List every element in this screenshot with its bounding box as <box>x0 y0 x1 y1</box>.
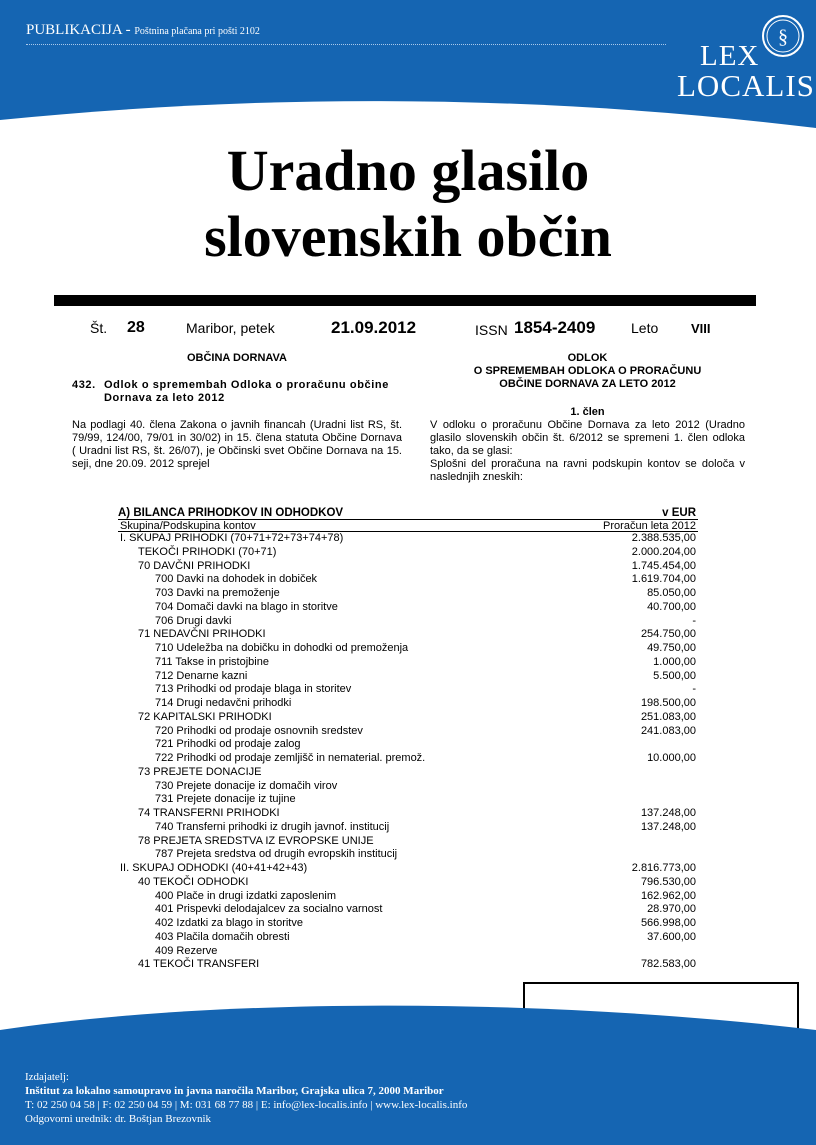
table-row <box>118 725 698 739</box>
year-number: VIII <box>691 321 711 336</box>
budget-value: 2.388.535,00 <box>631 532 696 544</box>
table-row <box>118 683 698 697</box>
account-label: 710 Udeležba na dobičku in dohodki od premoženja <box>155 642 409 654</box>
table-row <box>118 931 698 945</box>
account-label: 403 Plačila domačih obresti <box>155 930 290 943</box>
ordinance-subheading: O SPREMEMBAH ODLOKA O PRORAČUNU <box>473 365 702 377</box>
table-row <box>118 546 698 560</box>
account-label: 401 Prispevki delodajalcev za socialno varnost <box>155 903 383 916</box>
budget-table <box>118 506 698 972</box>
table-row <box>118 958 698 972</box>
svg-text:§: § <box>778 26 788 48</box>
issue-place-day: Maribor, petek <box>186 320 275 336</box>
issue-number-label: Št. <box>90 320 108 336</box>
budget-value: 251.083,00 <box>640 710 696 723</box>
account-label: 703 Davki na premoženje <box>155 587 280 599</box>
ordinance-subheading-2: OBČINE DORNAVA ZA LETO 2012 <box>499 378 676 390</box>
column-header-budget: Proračun leta 2012 <box>603 520 696 532</box>
budget-value <box>588 780 698 794</box>
table-row <box>118 793 698 807</box>
logo-lex: LEX <box>700 40 760 72</box>
header-divider <box>26 44 666 45</box>
account-label: 41 TEKOČI TRANSFERI <box>138 958 260 971</box>
account-label: 706 Drugi davki <box>155 614 232 627</box>
table-row <box>118 876 698 890</box>
table-row <box>118 560 698 574</box>
budget-value: 137.248,00 <box>640 807 696 819</box>
article-heading: 1. člen <box>570 406 605 418</box>
municipality-heading: OBČINA DORNAVA <box>186 352 287 364</box>
budget-value: 37.600,00 <box>647 930 696 943</box>
budget-value: 2.816.773,00 <box>631 862 696 874</box>
table-row <box>118 780 698 794</box>
budget-value: 137.248,00 <box>640 820 696 833</box>
table-row <box>118 532 698 546</box>
account-label: 722 Prihodki od prodaje zemljišč in nematerial. premož. <box>155 752 426 764</box>
account-label: 70 DAVČNI PRIHODKI <box>138 559 251 572</box>
account-label: 40 TEKOČI ODHODKI <box>138 875 249 888</box>
table-title-row <box>118 506 698 520</box>
preamble-text: Na podlagi 40. člena Zakona o javnih financah (Uradni list RS, št. 79/99, 124/00, 79/01 in 30/02) in 15. člena statuta Občine Dornava ( Uradni list RS, št. 26/07), je Občinski svet Občine Dornava na 15. seji, dne 20.09. 2012 sprejel <box>72 419 402 470</box>
table-row <box>118 628 698 642</box>
table-row <box>118 835 698 849</box>
account-label: 711 Takse in pristojbine <box>155 655 269 668</box>
publisher-label: Izdajatelj: <box>25 1071 69 1083</box>
issue-number: 28 <box>127 319 145 336</box>
account-label: 730 Prejete donacije iz domačih virov <box>155 779 338 792</box>
year-label: Leto <box>631 320 659 336</box>
postage-note: Poštnina plačana pri pošti 2102 <box>134 26 260 37</box>
table-row <box>118 738 698 752</box>
logo-localis: LOCALIS <box>677 68 815 103</box>
table-row <box>118 862 698 876</box>
page-title <box>0 138 816 270</box>
budget-value: 40.700,00 <box>647 600 696 613</box>
table-row <box>118 601 698 615</box>
decree-title: Odlok o spremembah Odloka o proračunu občine Dornava za leto 2012 <box>104 379 389 404</box>
budget-value: 241.083,00 <box>640 724 696 737</box>
account-label: II. SKUPAJ ODHODKI (40+41+42+43) <box>120 862 308 874</box>
budget-value: 28.970,00 <box>647 903 696 916</box>
budget-value: 1.619.704,00 <box>631 573 696 586</box>
account-label: 402 Izdatki za blago in storitve <box>155 917 303 929</box>
right-column <box>430 352 745 484</box>
article-text: V odloku o proračunu Občine Dornava za leto 2012 (Uradno glasilo slovenskih občin št. 6/2012 se spremeni 1. člen odloka tako, da se glasi: <box>430 419 745 457</box>
account-label: 72 KAPITALSKI PRIHODKI <box>138 710 272 723</box>
table-row <box>118 917 698 931</box>
account-label: 400 Plače in drugi izdatki zaposlenim <box>155 889 336 902</box>
budget-value <box>588 766 698 780</box>
account-label: 720 Prihodki od prodaje osnovnih sredstev <box>155 724 363 737</box>
title-line-2: slovenskih občin <box>204 204 612 269</box>
account-label: 74 TRANSFERNI PRIHODKI <box>138 807 280 819</box>
budget-value <box>588 848 698 862</box>
publisher-info <box>25 1070 467 1126</box>
article-text-2: Splošni del proračuna na ravni podskupin kontov se določa v naslednjih zneskih: <box>430 458 745 483</box>
issn-number: 1854-2409 <box>514 318 596 337</box>
section-sign-icon <box>760 13 806 59</box>
budget-value: - <box>692 683 696 696</box>
account-label: 704 Domači davki na blago in storitve <box>155 600 338 613</box>
account-label: 714 Drugi nedavčni prihodki <box>155 697 292 709</box>
account-label: 73 PREJETE DONACIJE <box>138 765 262 778</box>
issue-date: 21.09.2012 <box>331 318 417 337</box>
budget-value: 198.500,00 <box>640 697 696 709</box>
budget-value: 10.000,00 <box>647 752 696 764</box>
decree-heading <box>72 379 402 405</box>
budget-value: 5.500,00 <box>653 669 696 682</box>
account-label: 700 Davki na dohodek in dobiček <box>155 573 318 586</box>
table-row <box>118 807 698 821</box>
budget-value: 1.745.454,00 <box>631 559 696 572</box>
budget-value: 49.750,00 <box>647 642 696 654</box>
account-label: 71 NEDAVČNI PRIHODKI <box>138 628 266 641</box>
table-row <box>118 573 698 587</box>
budget-value: - <box>692 614 696 627</box>
account-label: TEKOČI PRIHODKI (70+71) <box>138 545 277 558</box>
publisher-name: Inštitut za lokalno samoupravo in javna naročila Maribor, Grajska ulica 7, 2000 Maribor <box>25 1085 444 1097</box>
account-label: I. SKUPAJ PRIHODKI (70+71+72+73+74+78) <box>120 532 344 544</box>
table-row <box>118 766 698 780</box>
budget-value: 566.998,00 <box>640 917 696 929</box>
table-row <box>118 752 698 766</box>
title-line-1: Uradno glasilo <box>226 138 590 203</box>
decree-number: 432. <box>72 379 96 391</box>
budget-value: 85.050,00 <box>647 587 696 599</box>
budget-value <box>588 945 698 959</box>
table-currency: v EUR <box>662 507 696 519</box>
budget-value: 2.000.204,00 <box>631 545 696 558</box>
table-row <box>118 697 698 711</box>
table-row <box>118 642 698 656</box>
table-row <box>118 945 698 959</box>
account-label: 740 Transferni prihodki iz drugih javnof. institucij <box>155 820 390 833</box>
budget-value: 162.962,00 <box>640 889 696 902</box>
title-rule <box>54 295 756 306</box>
account-label: 712 Denarne kazni <box>155 669 248 682</box>
budget-value: 254.750,00 <box>640 628 696 641</box>
budget-value: 1.000,00 <box>653 655 696 668</box>
account-label: 721 Prihodki od prodaje zalog <box>155 738 301 751</box>
account-label: 787 Prejeta sredstva od drugih evropskih institucij <box>155 848 398 861</box>
table-row <box>118 656 698 670</box>
left-column <box>72 352 402 471</box>
budget-value: 796.530,00 <box>640 875 696 888</box>
table-row <box>118 890 698 904</box>
account-label: 409 Rezerve <box>155 944 218 957</box>
budget-value <box>588 793 698 807</box>
issn-label: ISSN <box>475 322 508 338</box>
publisher-contacts: T: 02 250 04 58 | F: 02 250 04 59 | M: 031 68 77 88 | E: info@lex-localis.info | www.lex-localis.info <box>25 1099 468 1111</box>
table-row <box>118 711 698 725</box>
publication-label: PUBLIKACIJA - Poštnina plačana pri pošti 2102 <box>26 22 260 38</box>
table-row <box>118 821 698 835</box>
column-header-accounts: Skupina/Podskupina kontov <box>120 520 256 532</box>
editor-in-chief: Odgovorni urednik: dr. Boštjan Brezovnik <box>25 1113 212 1125</box>
table-row <box>118 848 698 862</box>
ordinance-heading: ODLOK <box>567 352 608 364</box>
account-label: 731 Prejete donacije iz tujine <box>155 793 296 806</box>
table-column-headers <box>118 520 698 532</box>
account-label: 713 Prihodki od prodaje blaga in storitev <box>155 683 352 696</box>
table-row <box>118 615 698 629</box>
budget-value <box>588 835 698 849</box>
table-title: A) BILANCA PRIHODKOV IN ODHODKOV <box>118 507 344 519</box>
account-label: 78 PREJETA SREDSTVA IZ EVROPSKE UNIJE <box>138 834 374 847</box>
budget-value <box>588 738 698 752</box>
table-row <box>118 587 698 601</box>
table-row <box>118 670 698 684</box>
budget-value: 782.583,00 <box>640 958 696 971</box>
table-row <box>118 903 698 917</box>
table-body <box>118 532 698 972</box>
